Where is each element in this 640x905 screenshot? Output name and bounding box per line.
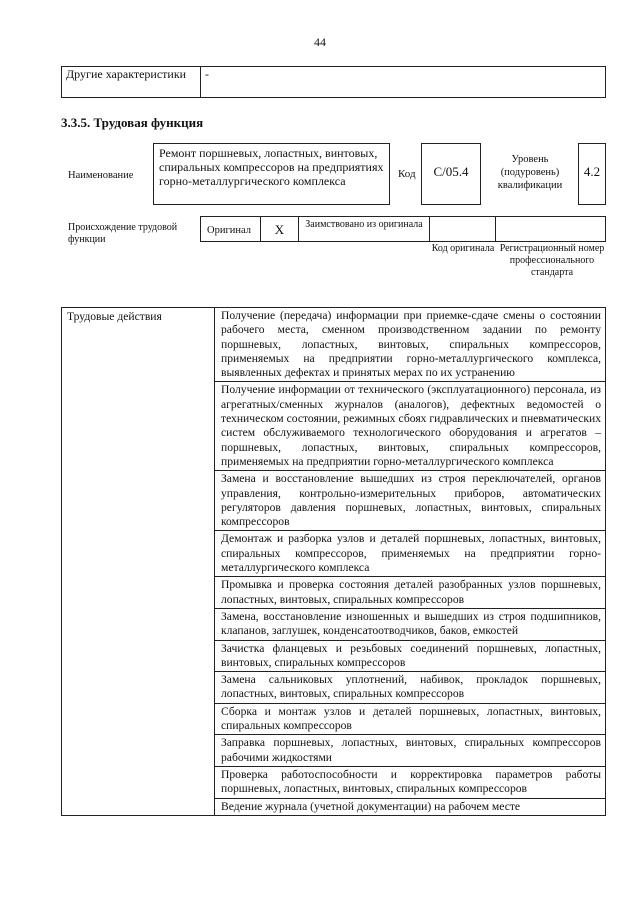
other-characteristics-label: Другие характеристики — [62, 67, 201, 98]
labor-action-item: Замена, восстановление изношенных и вышедших из строя подшипников, клапанов, заглушек, конденсатоотводчиков, баков, емкостей — [215, 608, 606, 640]
code-label: Код — [398, 168, 416, 180]
origin-label: Происхождение трудовой функции — [68, 222, 178, 245]
labor-action-item: Сборка и монтаж узлов и деталей поршневых, лопастных, винтовых, спиральных компрессоров — [215, 703, 606, 735]
reg-number-caption: Регистрационный номер профессионального стандарта — [499, 243, 605, 278]
code-original-caption: Код оригинала — [431, 243, 495, 254]
labor-action-item: Заправка поршневых, лопастных, винтовых, спиральных компрессоров рабочими жидкостями — [215, 735, 606, 767]
borrowed-label: Заимствовано из оригинала — [298, 216, 430, 242]
labor-action-item: Ведение журнала (учетной документации) на рабочем месте — [215, 798, 606, 815]
other-characteristics-table — [61, 66, 606, 98]
function-code-value: C/05.4 — [421, 143, 481, 205]
table-row — [62, 308, 606, 382]
reg-number-cell — [495, 216, 606, 242]
table-row — [62, 67, 606, 98]
code-original-cell — [429, 216, 496, 242]
qualification-level-value: 4.2 — [578, 143, 606, 205]
function-name-value: Ремонт поршневых, лопастных, винтовых, спиральных компрессоров на предприятиях горно-металлургического комплекса — [153, 143, 390, 205]
labor-action-item: Получение информации от технического (эксплуатационного) персонала, из агрегатных/сменных журналов (аналогов), дефектных ведомостей о техническом состоянии, режимных сбоях гидравлических и пневматических систем обслуживаемого технологического оборудования и агрегатов – поршневых, лопастных, винтовых, спиральных компрессоров, применяемых на предприятии горно-металлургического комплекса — [215, 382, 606, 471]
labor-action-item: Зачистка фланцевых и резьбовых соединений поршневых, лопастных, винтовых, спиральных компрессоров — [215, 640, 606, 672]
original-mark: X — [260, 216, 299, 242]
labor-action-item: Получение (передача) информации при приемке-сдаче смены о состоянии рабочего места, сменном производственном задании по ремонту поршневых, лопастных, винтовых, спиральных компрессоров, применяемых на предприятии горно-металлургического комплекса, выявленных дефектах и принятых мерах по их устранению — [215, 308, 606, 382]
other-characteristics-value: - — [201, 67, 606, 98]
labor-action-item: Замена сальниковых уплотнений, набивок, прокладок поршневых, лопастных, винтовых, спиральных компрессоров — [215, 672, 606, 704]
section-title: 3.3.5. Трудовая функция — [61, 115, 204, 130]
page-number: 44 — [314, 35, 326, 49]
level-label: Уровень (подуровень) квалификации — [497, 154, 563, 191]
labor-actions-label: Трудовые действия — [62, 308, 215, 816]
original-label: Оригинал — [200, 216, 261, 242]
labor-action-item: Демонтаж и разборка узлов и деталей поршневых, лопастных, винтовых, спиральных компрессоров, применяемых на предприятии горно-металлургического комплекса — [215, 531, 606, 577]
labor-action-item: Проверка работоспособности и корректировка параметров работы поршневых, лопастных, винтовых, спиральных компрессоров — [215, 766, 606, 798]
labor-actions-table — [61, 307, 606, 816]
labor-action-item: Промывка и проверка состояния деталей разобранных узлов поршневых, лопастных, винтовых, спиральных компрессоров — [215, 577, 606, 609]
labor-action-item: Замена и восстановление вышедших из строя переключателей, органов управления, контрольно-измерительных приборов, автоматических регуляторов давления поршневых, лопастных, винтовых, спиральных компрессоров — [215, 471, 606, 531]
name-label: Наименование — [68, 170, 134, 181]
